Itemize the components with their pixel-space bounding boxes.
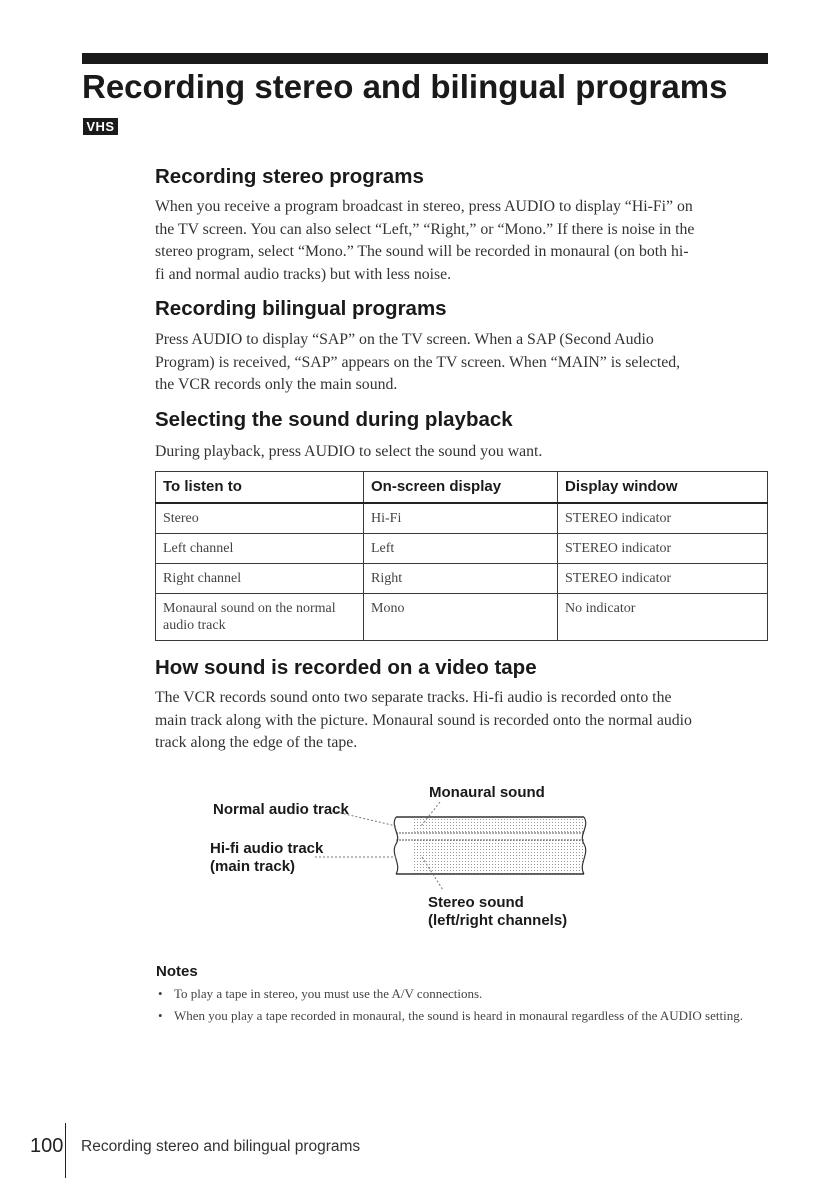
paragraph-how-sound-recorded	[155, 687, 767, 755]
table-cell: Left	[364, 534, 558, 564]
table-cell: Stereo	[156, 503, 364, 534]
table-row	[156, 564, 768, 594]
main-track-label: (main track)	[210, 858, 296, 875]
table-cell: STEREO indicator	[558, 503, 768, 534]
text-line: Press AUDIO to display “SAP” on the TV screen. When a SAP (Second Audio	[155, 331, 654, 348]
text-line: Program) is received, “SAP” appears on the TV screen. When “MAIN” is selected,	[155, 353, 681, 371]
table-cell: STEREO indicator	[558, 564, 768, 594]
table-cell: Right	[364, 564, 558, 594]
page-title: Recording stereo and bilingual programs	[82, 68, 728, 105]
sound-selection-table	[155, 471, 768, 641]
table-cell: Mono	[364, 594, 558, 641]
text-line: track along the edge of the tape.	[155, 734, 358, 751]
footer-divider	[65, 1123, 66, 1178]
heading-selecting-sound: Selecting the sound during playback	[155, 408, 513, 431]
table-header-cell: Display window	[558, 472, 768, 504]
table-row	[156, 594, 768, 641]
table-cell: Left channel	[156, 534, 364, 564]
table-row	[156, 503, 768, 534]
text-line: main track along with the picture. Monaural sound is recorded onto the normal audio	[155, 711, 692, 729]
text-line: The VCR records sound onto two separate tracks. Hi-fi audio is recorded onto the	[155, 689, 672, 706]
page-number: 100	[30, 1135, 64, 1157]
hifi-audio-track-strip	[412, 840, 584, 874]
paragraph-recording-bilingual	[155, 329, 767, 397]
normal-audio-track-label: Normal audio track	[213, 801, 349, 818]
text-line: During playback, press AUDIO to select the sound you want.	[155, 443, 543, 460]
tape-track-diagram	[150, 780, 600, 935]
table-cell: Monaural sound on the normal audio track	[156, 594, 364, 641]
notes-heading: Notes	[156, 963, 198, 980]
stereo-sound-label: Stereo sound	[428, 894, 524, 911]
text-line: When you receive a program broadcast in stereo, press AUDIO to display “Hi-Fi” on	[155, 198, 693, 215]
footer-section-title: Recording stereo and bilingual programs	[81, 1138, 361, 1155]
text-line: stereo program, select “Mono.” The sound will be recorded in monaural (on both hi-	[155, 243, 689, 260]
table-header-row	[156, 472, 768, 504]
text-line: fi and normal audio tracks) but with less noise.	[155, 265, 452, 283]
note-item: • To play a tape in stereo, you must use the A/V connections.	[156, 985, 768, 1002]
notes-list	[156, 985, 768, 1029]
heading-recording-stereo: Recording stereo programs	[155, 165, 424, 188]
table-cell: No indicator	[558, 594, 768, 641]
text-line: the TV screen. You can also select “Left,” “Right,” or “Mono.” If there is noise in the	[155, 220, 695, 238]
table-cell: Right channel	[156, 564, 364, 594]
table-cell: STEREO indicator	[558, 534, 768, 564]
text-line: the VCR records only the main sound.	[155, 376, 398, 393]
table-header-cell: To listen to	[156, 472, 364, 504]
hifi-audio-track-label: Hi-fi audio track	[210, 840, 324, 857]
paragraph-selecting-sound	[155, 441, 767, 464]
table-header-cell: On-screen display	[364, 472, 558, 504]
heading-how-sound-recorded: How sound is recorded on a video tape	[155, 656, 537, 679]
note-item: • When you play a tape recorded in monaural, the sound is heard in monaural regardless of the AUDIO setting.	[156, 1007, 768, 1024]
monaural-sound-label: Monaural sound	[429, 784, 545, 801]
vhs-badge: VHS	[83, 118, 118, 135]
heading-recording-bilingual: Recording bilingual programs	[155, 297, 447, 320]
paragraph-recording-stereo	[155, 196, 767, 286]
left-right-channels-label: (left/right channels)	[428, 912, 568, 929]
title-rule	[82, 53, 768, 64]
table-row	[156, 534, 768, 564]
normal-audio-track-strip	[412, 817, 584, 833]
table-cell: Hi-Fi	[364, 503, 558, 534]
